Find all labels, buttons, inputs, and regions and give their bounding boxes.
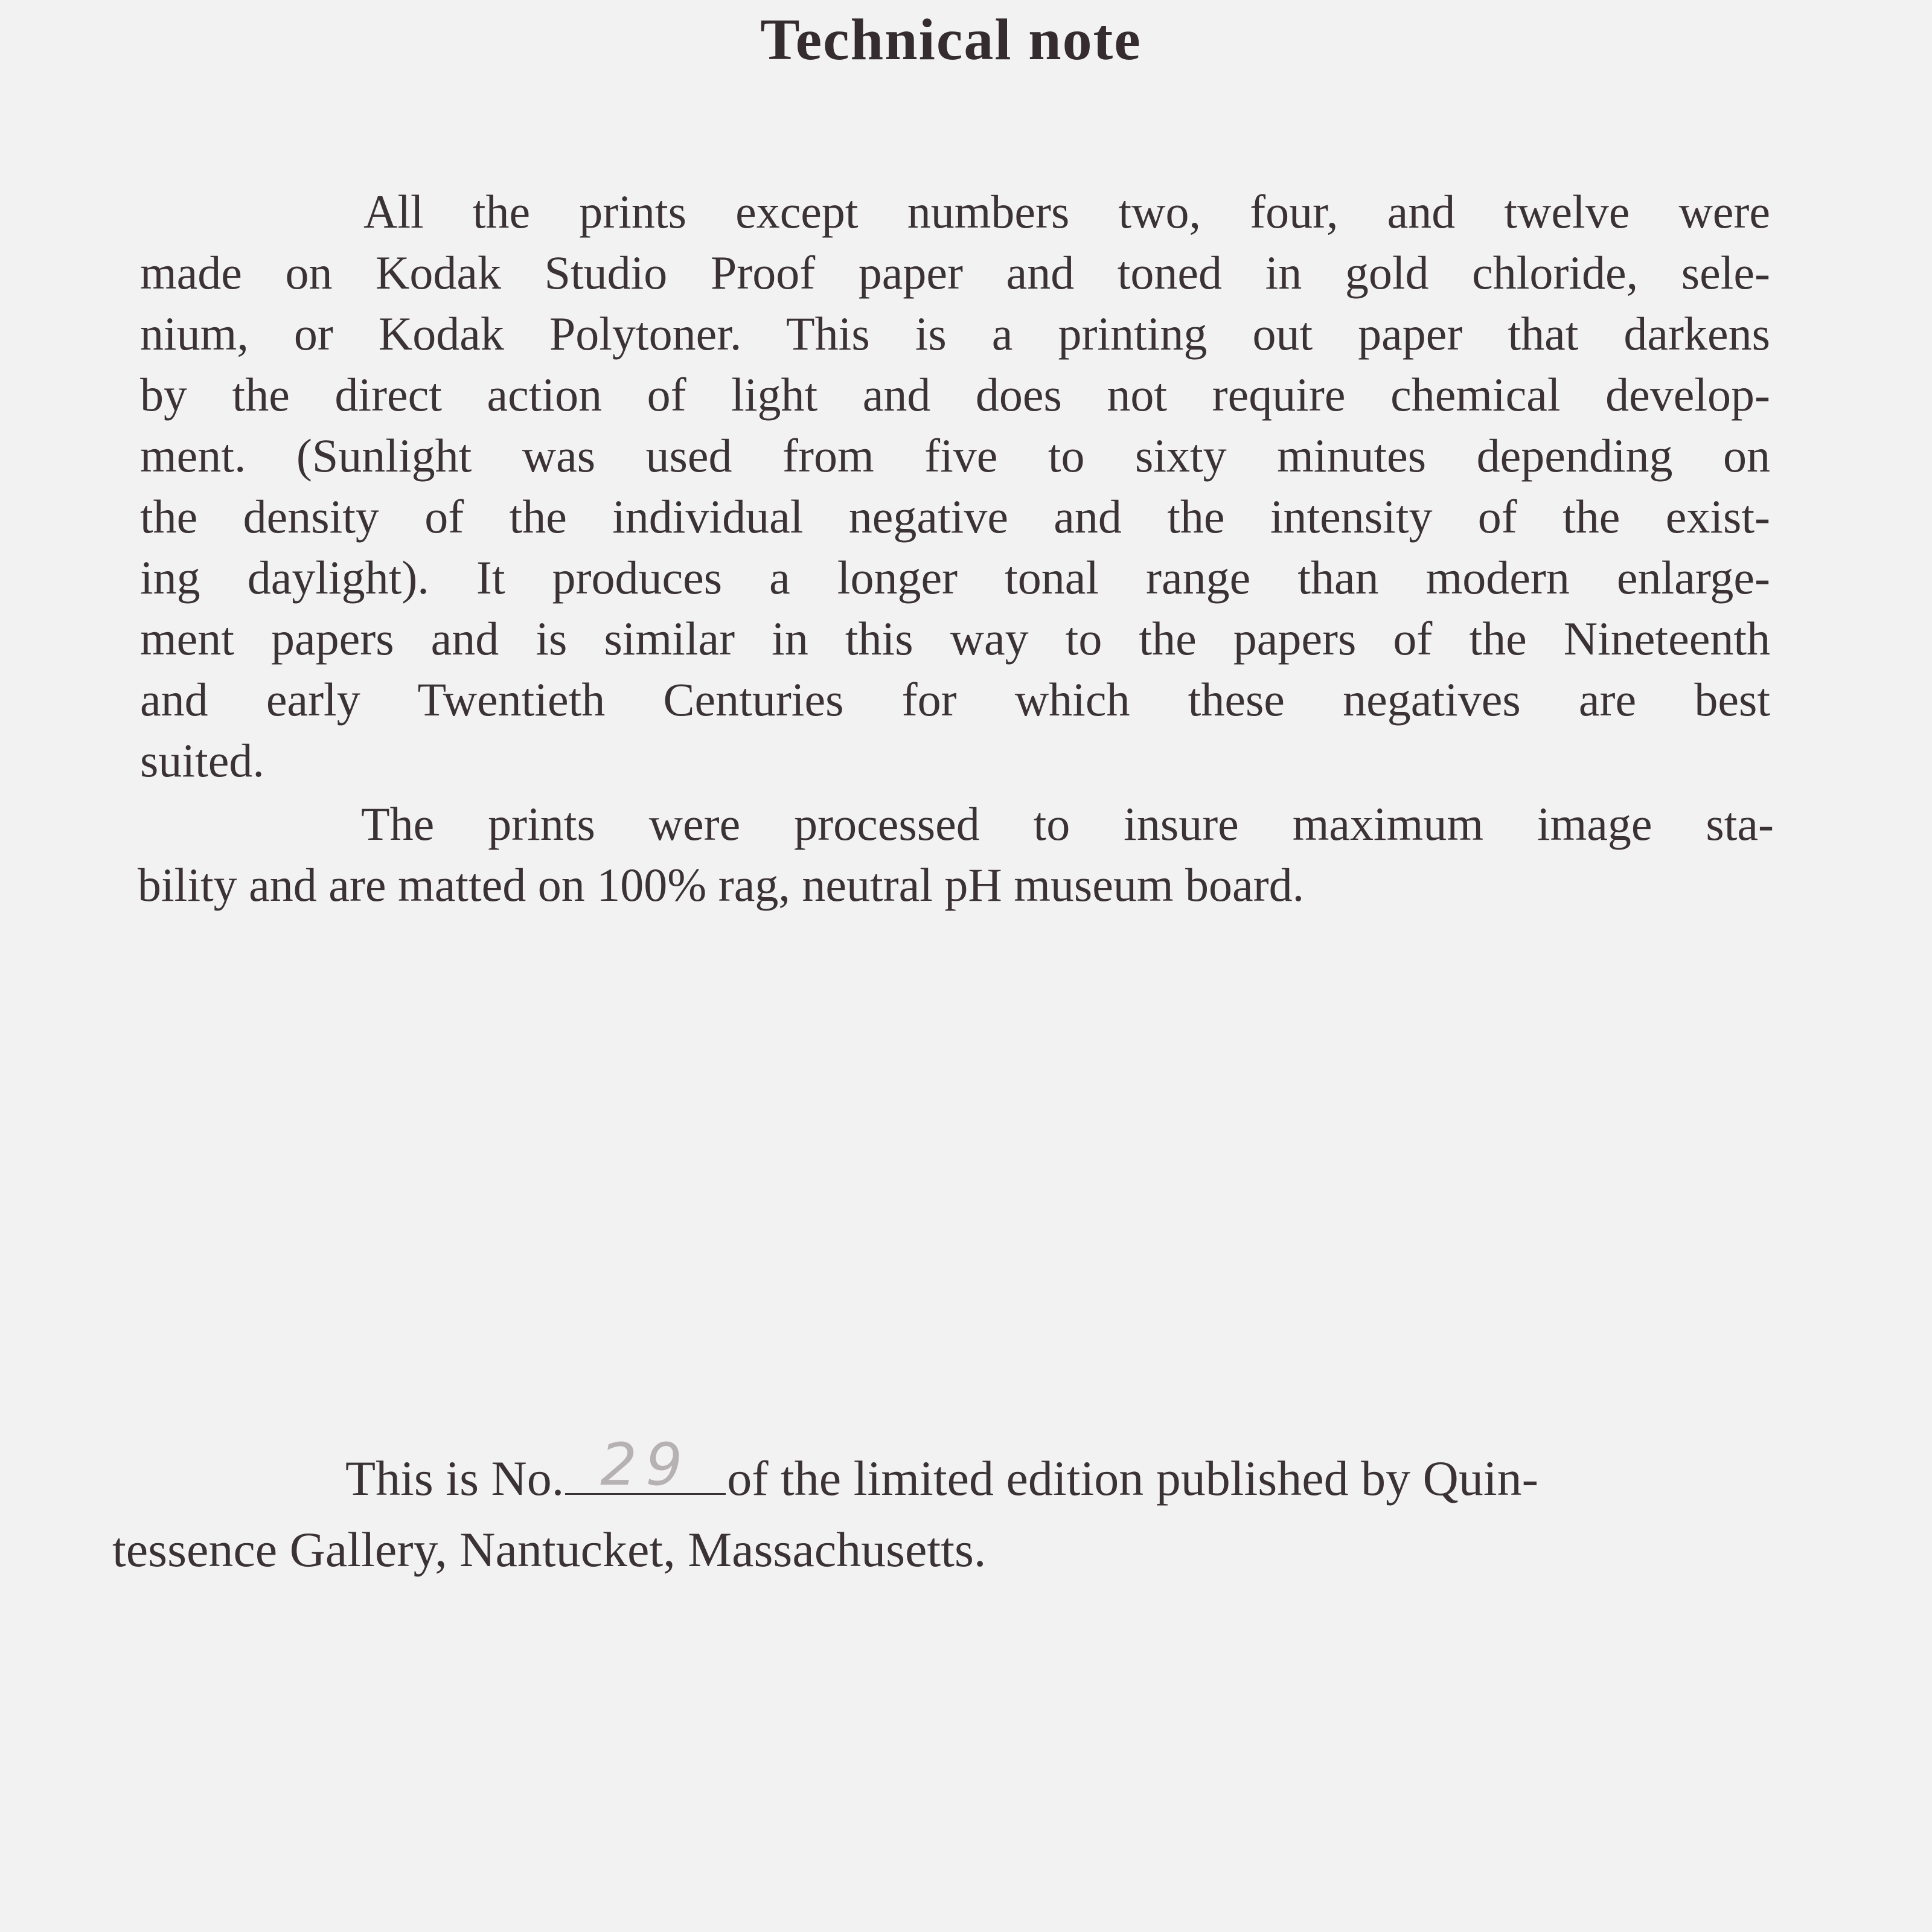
colophon-line-1: [112, 1431, 1827, 1514]
text-line: made on Kodak Studio Proof paper and toned in gold chloride, sele-: [140, 246, 1770, 299]
colophon-line-2: tessence Gallery, Nantucket, Massachusetts.: [112, 1522, 987, 1577]
text-line: bility and are matted on 100% rag, neutral pH museum board.: [138, 859, 1305, 911]
text-line: ment. (Sunlight was used from five to sixty minutes depending on: [140, 429, 1770, 482]
colophon-prefix: This is No.: [345, 1451, 565, 1506]
text-line: ment papers and is similar in this way to the papers of the Nineteenth: [140, 612, 1770, 665]
edition-colophon: [112, 1431, 1827, 1585]
text-line: nium, or Kodak Polytoner. This is a printing out paper that darkens: [140, 307, 1770, 360]
paragraph-printing-process: [140, 181, 1770, 791]
text-line: ing daylight). It produces a longer tonal range than modern enlarge-: [140, 551, 1770, 604]
text-line: suited.: [140, 734, 264, 787]
paragraph-mounting: [138, 793, 1774, 915]
handwritten-edition-number: 29: [600, 1431, 691, 1499]
edition-number-blank: [565, 1431, 726, 1499]
text-line: The prints were processed to insure maximum image sta-: [361, 798, 1774, 850]
text-line: by the direct action of light and does not require chemical develop-: [140, 368, 1770, 421]
colophon-suffix: of the limited edition published by Quin-: [727, 1451, 1538, 1506]
page-title: Technical note: [760, 7, 1142, 72]
text-line: All the prints except numbers two, four, and twelve were: [363, 185, 1770, 238]
text-line: the density of the individual negative and the intensity of the exist-: [140, 490, 1770, 543]
text-line: and early Twentieth Centuries for which these negatives are best: [140, 673, 1770, 726]
